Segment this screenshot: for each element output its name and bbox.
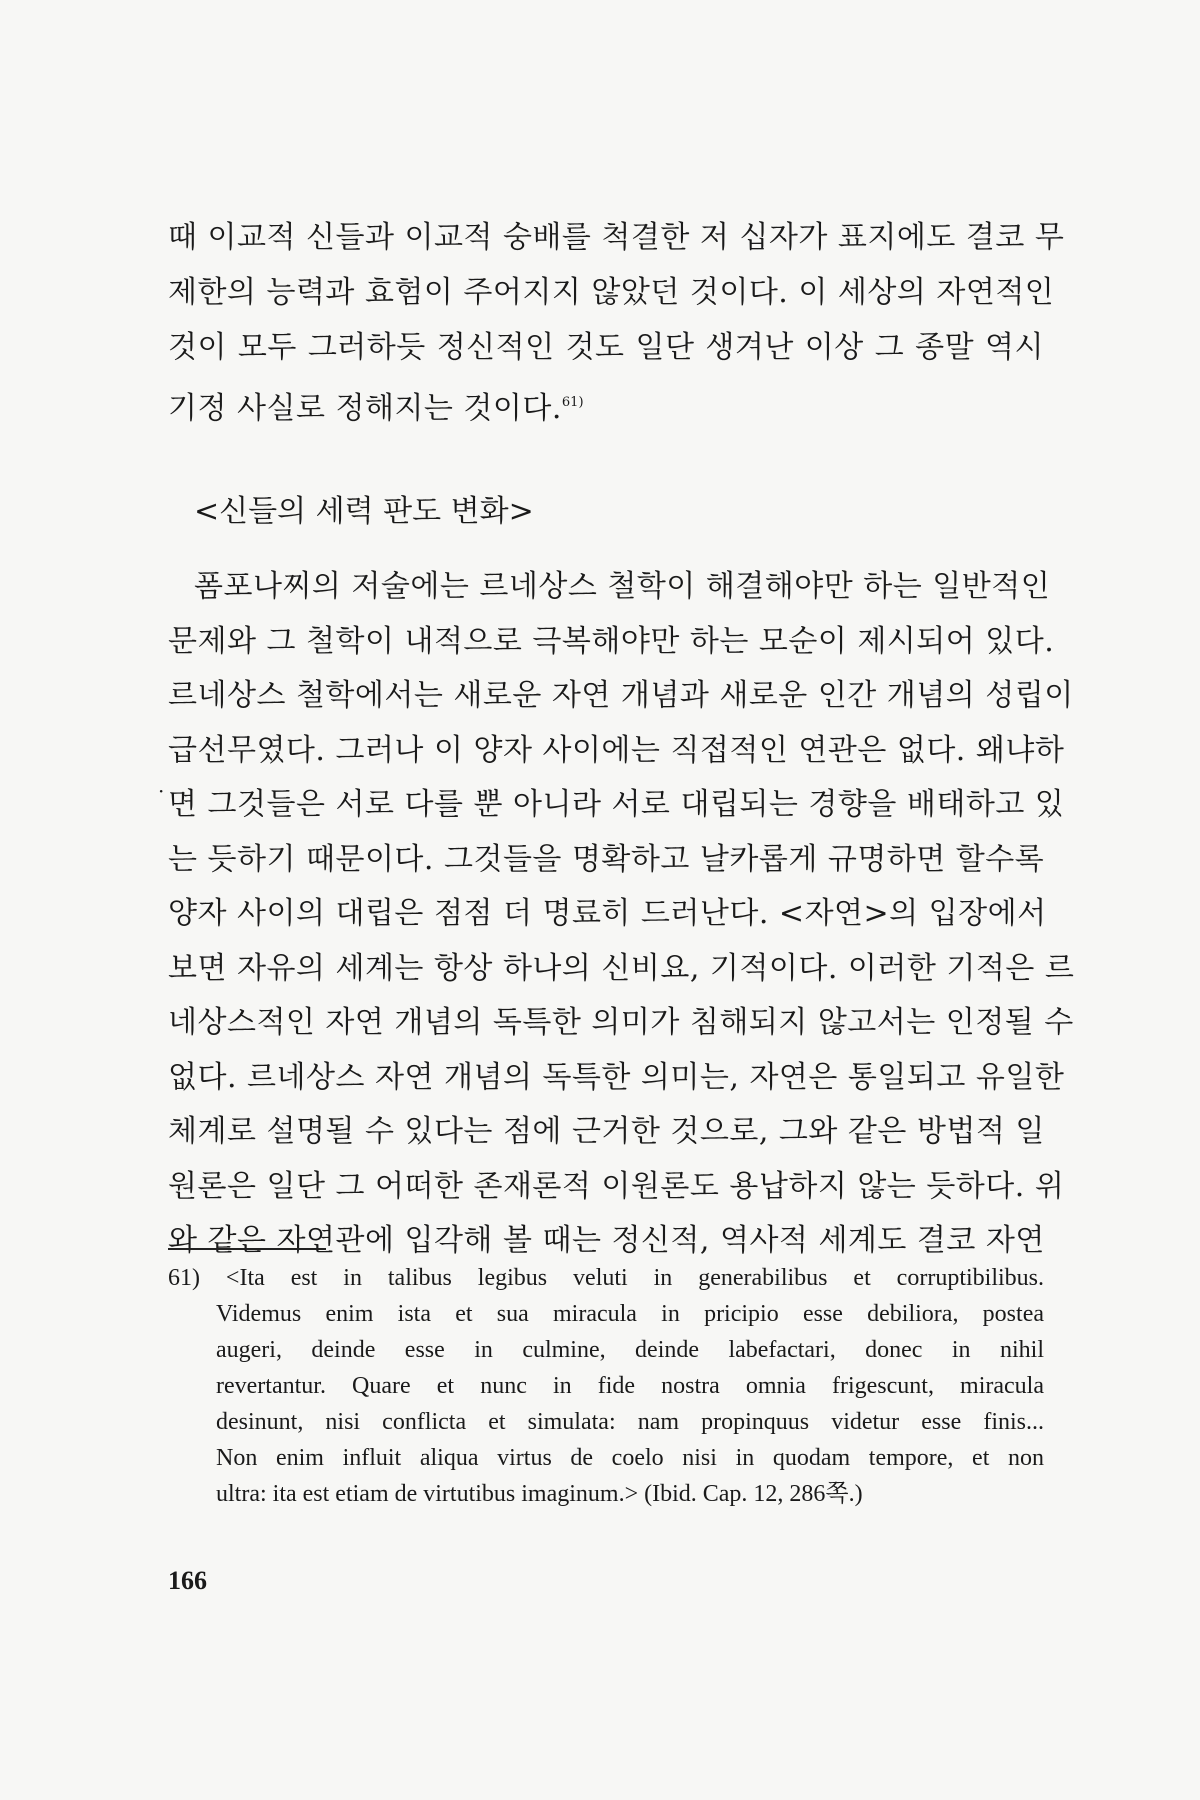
paragraph-2-line: 르네상스 철학에서는 새로운 자연 개념과 새로운 인간 개념의 성립이 xyxy=(168,678,1074,713)
paragraph-2-line: 와 같은 자연관에 입각해 볼 때는 정신적, 역사적 세계도 결코 자연 xyxy=(168,1223,1045,1258)
paragraph-1-line: 때 이교적 신들과 이교적 숭배를 척결한 저 십자가 표지에도 결코 무 xyxy=(168,220,1065,255)
paragraph-2-line xyxy=(168,560,1051,615)
footnote-line: 61) <Ita est in talibus legibus veluti in generabilibus et corruptibilibus. xyxy=(168,1265,1044,1291)
footnote-line: desinunt, nisi conflicta et simulata: nam propinquus videtur esse finis... xyxy=(216,1409,1044,1435)
paragraph-2-line: 급선무였다. 그러나 이 양자 사이에는 직접적인 연관은 없다. 왜냐하 xyxy=(168,732,1065,768)
paragraph-2-line: 네상스적인 자연 개념의 독특한 의미가 침해되지 않고서는 인정될 수 xyxy=(168,1005,1074,1040)
footnote-divider xyxy=(168,1248,326,1250)
paragraph-2-line: 없다. 르네상스 자연 개념의 독특한 의미는, 자연은 통일되고 유일한 xyxy=(168,1059,1065,1095)
paragraph-1-line xyxy=(168,375,1044,430)
paragraph-1-last-text: 기정 사실로 정해지는 것이다. xyxy=(168,391,562,426)
paragraph-2-line: 보면 자유의 세계는 항상 하나의 신비요, 기적이다. 이러한 기적은 르 xyxy=(168,950,1075,986)
paragraph-1-line: 것이 모두 그러하듯 정신적인 것도 일단 생겨난 이상 그 종말 역시 xyxy=(168,330,1044,365)
paragraph-2-line: 체계로 설명될 수 있다는 점에 근거한 것으로, 그와 같은 방법적 일 xyxy=(168,1114,1045,1149)
paragraph-2 xyxy=(168,560,1075,1269)
footnote-line: Non enim influit aliqua virtus de coelo nisi in quodam tempore, et non xyxy=(216,1445,1044,1471)
footnote-line: revertantur. Quare et nunc in fide nostra omnia frigescunt, miracula xyxy=(216,1373,1044,1399)
footnote-line: augeri, deinde esse in culmine, deinde labefactari, donec in nihil xyxy=(216,1337,1044,1363)
paragraph-2-line: 는 듯하기 때문이다. 그것들을 명확하고 날카롭게 규명하면 할수록 xyxy=(168,841,1045,877)
page-number: 166 xyxy=(168,1566,207,1595)
footnote-line: Videmus enim ista et sua miracula in pricipio esse debiliora, postea xyxy=(216,1301,1044,1327)
paragraph-2-line: 양자 사이의 대립은 점점 더 명료히 드러난다. <자연>의 입장에서 xyxy=(168,896,1047,931)
footnote-reference: 61) xyxy=(561,395,584,410)
paragraph-2-line: 문제와 그 철학이 내적으로 극복해야만 하는 모순이 제시되어 있다. xyxy=(168,623,1055,659)
paragraph-1-line: 제한의 능력과 효험이 주어지지 않았던 것이다. 이 세상의 자연적인 xyxy=(168,275,1055,310)
section-heading: <신들의 세력 판도 변화> xyxy=(194,494,534,529)
paragraph-2-line: 원론은 일단 그 어떠한 존재론적 이원론도 용납하지 않는 듯하다. 위 xyxy=(168,1168,1065,1204)
paragraph-1 xyxy=(168,210,1065,430)
footnote-61 xyxy=(168,1260,1044,1512)
footnote-line: ultra: ita est etiam de virtutibus imaginum.> (Ibid. Cap. 12, 286쪽.) xyxy=(216,1481,863,1507)
paragraph-2-line: 면 그것들은 서로 다를 뿐 아니라 서로 대립되는 경향을 배태하고 있 xyxy=(168,787,1065,822)
margin-mark: · xyxy=(158,779,165,803)
paragraph-2-line-text: 폼포나찌의 저술에는 르네상스 철학이 해결해야만 하는 일반적인 xyxy=(194,569,1051,604)
